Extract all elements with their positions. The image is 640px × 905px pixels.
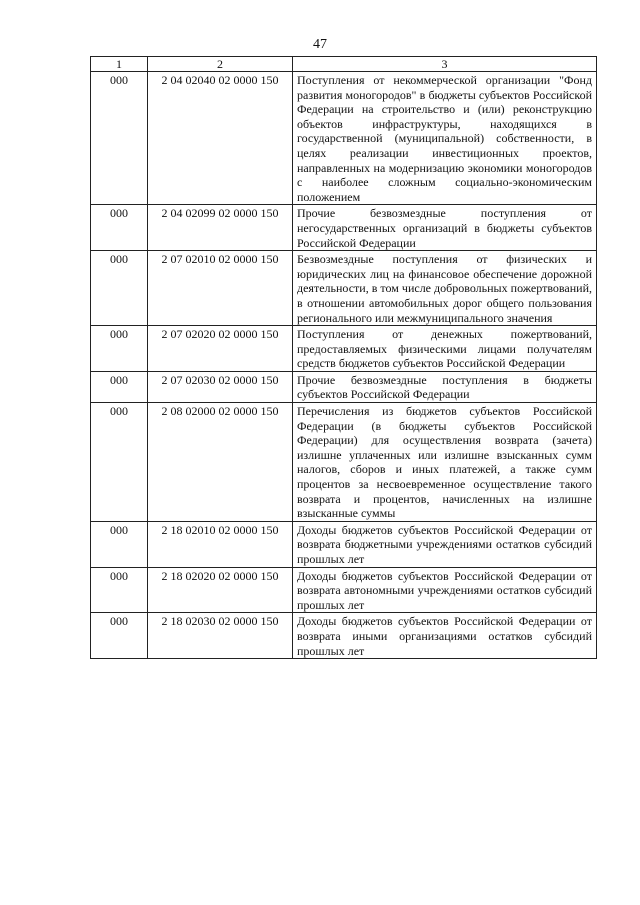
- table-row: [91, 521, 597, 567]
- admin-code-cell: 000: [91, 521, 148, 567]
- description-cell: Безвозмездные поступления от физических и юридических лиц на финансовое обеспечение дорожной деятельности, в том числе добровольных пожертвований, в отношении автомобильных дорог общего пользования регионального или межмуниципального значения: [293, 251, 597, 326]
- admin-code-cell: 000: [91, 72, 148, 205]
- table-body: [91, 72, 597, 659]
- table-row: [91, 567, 597, 613]
- table-row: [91, 403, 597, 522]
- description-cell: Перечисления из бюджетов субъектов Российской Федерации (в бюджеты субъектов Российской Федерации) для осуществления возврата (зачета) излишне уплаченных или излишне взысканных сумм налогов, сборов и иных платежей, а также сумм процентов за несвоевременное осуществление такого возврата и процентов, начисленных на излишне взысканные суммы: [293, 403, 597, 522]
- admin-code-cell: 000: [91, 326, 148, 372]
- budget-code-cell: 2 08 02000 02 0000 150: [148, 403, 293, 522]
- revenue-classification-table: [90, 56, 597, 659]
- admin-code-cell: 000: [91, 613, 148, 659]
- column-header-1: 1: [91, 57, 148, 72]
- description-cell: Доходы бюджетов субъектов Российской Федерации от возврата иными организациями остатков субсидий прошлых лет: [293, 613, 597, 659]
- budget-code-cell: 2 07 02030 02 0000 150: [148, 371, 293, 402]
- budget-code-cell: 2 04 02099 02 0000 150: [148, 205, 293, 251]
- table-header-row: [91, 57, 597, 72]
- description-cell: Прочие безвозмездные поступления в бюджеты субъектов Российской Федерации: [293, 371, 597, 402]
- admin-code-cell: 000: [91, 205, 148, 251]
- budget-code-cell: 2 18 02030 02 0000 150: [148, 613, 293, 659]
- admin-code-cell: 000: [91, 567, 148, 613]
- table-row: [91, 205, 597, 251]
- description-cell: Прочие безвозмездные поступления от негосударственных организаций в бюджеты субъектов Российской Федерации: [293, 205, 597, 251]
- budget-code-cell: 2 07 02020 02 0000 150: [148, 326, 293, 372]
- table-row: [91, 326, 597, 372]
- description-cell: Доходы бюджетов субъектов Российской Федерации от возврата автономными учреждениями остатков субсидий прошлых лет: [293, 567, 597, 613]
- budget-code-cell: 2 18 02010 02 0000 150: [148, 521, 293, 567]
- table-row: [91, 371, 597, 402]
- description-cell: Доходы бюджетов субъектов Российской Федерации от возврата бюджетными учреждениями остатков субсидий прошлых лет: [293, 521, 597, 567]
- table-row: [91, 72, 597, 205]
- table-row: [91, 251, 597, 326]
- table-header: [91, 57, 597, 72]
- budget-code-cell: 2 04 02040 02 0000 150: [148, 72, 293, 205]
- budget-code-cell: 2 18 02020 02 0000 150: [148, 567, 293, 613]
- description-cell: Поступления от денежных пожертвований, предоставляемых физическими лицами получателям средств бюджетов субъектов Российской Федерации: [293, 326, 597, 372]
- admin-code-cell: 000: [91, 403, 148, 522]
- description-cell: Поступления от некоммерческой организации "Фонд развития моногородов" в бюджеты субъектов Российской Федерации на строительство и (или) реконструкцию объектов инфраструктуры, находящихся в государственной (муниципальной) собственности, в целях реализации инвестиционных проектов, направленных на модернизацию экономики моногородов с наиболее сложным социально-экономическим положением: [293, 72, 597, 205]
- column-header-2: 2: [148, 57, 293, 72]
- page-number: 47: [313, 37, 327, 52]
- budget-code-cell: 2 07 02010 02 0000 150: [148, 251, 293, 326]
- column-header-3: 3: [293, 57, 597, 72]
- table-row: [91, 613, 597, 659]
- admin-code-cell: 000: [91, 371, 148, 402]
- admin-code-cell: 000: [91, 251, 148, 326]
